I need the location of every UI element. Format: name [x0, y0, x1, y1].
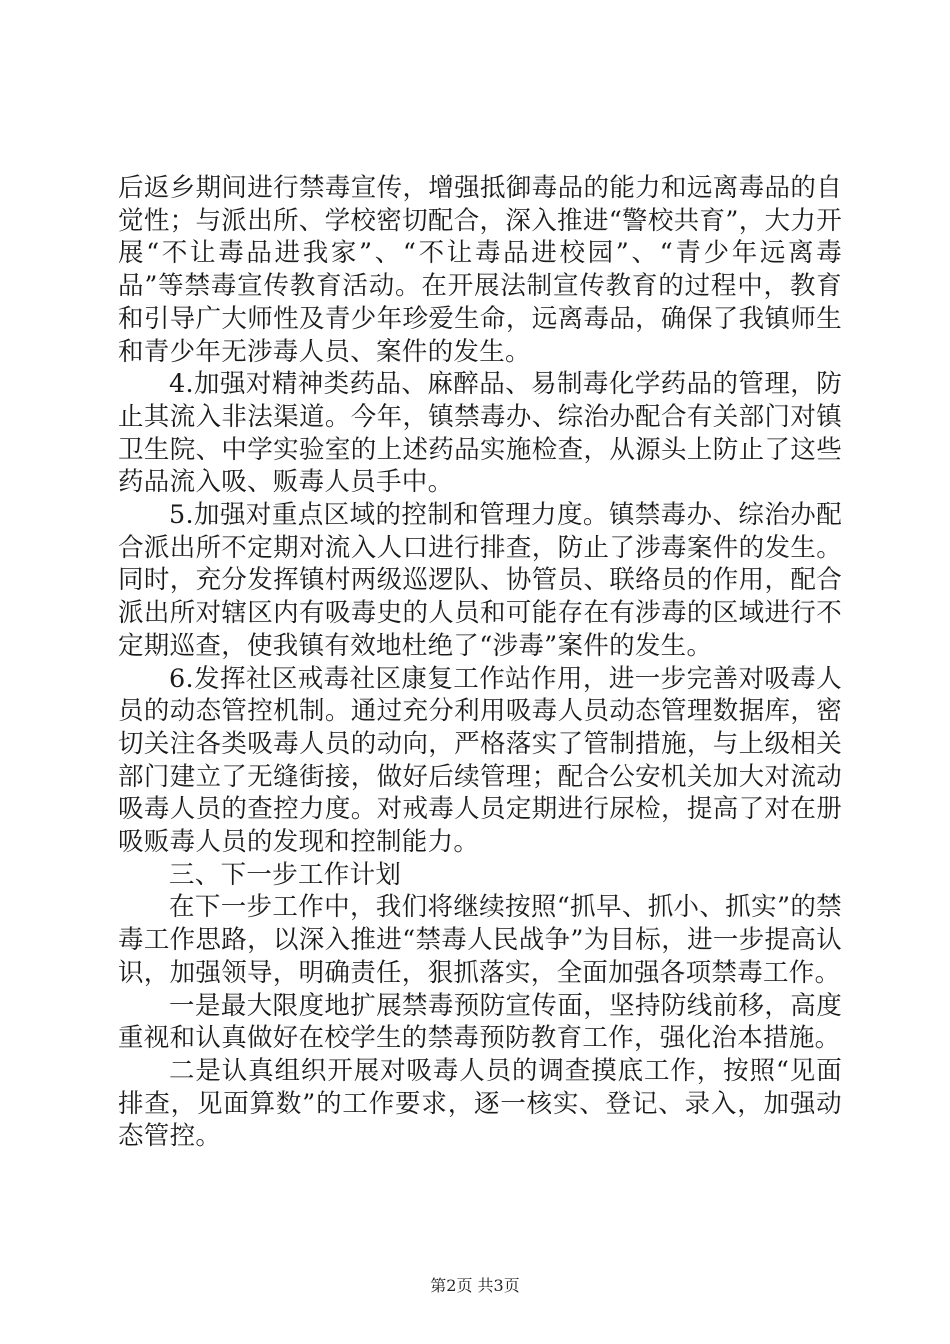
- paragraph-item-5: 5.加强对重点区域的控制和管理力度。镇禁毒办、综治办配合派出所不定期对流入人口进行排查，防止了涉毒案件的发生。同时，充分发挥镇村两级巡逻队、协管员、联络员的作用，配合派出所对辖区内有吸毒史的人员和可能存在有涉毒的区域进行不定期巡查，使我镇有效地杜绝了“涉毒”案件的发生。: [118, 500, 842, 661]
- paragraph-plan-one: 一是最大限度地扩展禁毒预防宣传面，坚持防线前移，高度重视和认真做好在校学生的禁毒预防教育工作，强化治本措施。: [118, 990, 842, 1054]
- paragraph-plan-intro: 在下一步工作中，我们将继续按照“抓早、抓小、抓实”的禁毒工作思路，以深入推进“禁毒人民战争”为目标，进一步提高认识，加强领导，明确责任，狠抓落实，全面加强各项禁毒工作。: [118, 892, 842, 988]
- paragraph-item-4: 4.加强对精神类药品、麻醉品、易制毒化学药品的管理，防止其流入非法渠道。今年，镇禁毒办、综治办配合有关部门对镇卫生院、中学实验室的上述药品实施检查，从源头上防止了这些药品流入吸、贩毒人员手中。: [118, 369, 842, 498]
- paragraph-item-6: 6.发挥社区戒毒社区康复工作站作用，进一步完善对吸毒人员的动态管控机制。通过充分利用吸毒人员动态管理数据库，密切关注各类吸毒人员的动向，严格落实了管制措施，与上级相关部门建立了无缝街接，做好后续管理；配合公安机关加大对流动吸毒人员的查控力度。对戒毒人员定期进行尿检，提高了对在册吸贩毒人员的发现和控制能力。: [118, 663, 842, 858]
- section-heading-next-plan: 三、下一步工作计划: [169, 859, 402, 890]
- document-body: [118, 172, 842, 1153]
- paragraph-continuation: 后返乡期间进行禁毒宣传，增强抵御毒品的能力和远离毒品的自觉性；与派出所、学校密切配合，深入推进“警校共育”，大力开展“不让毒品进我家”、“不让毒品进校园”、“青少年远离毒品”等禁毒宣传教育活动。在开展法制宣传教育的过程中，教育和引导广大师性及青少年珍爱生命，远离毒品，确保了我镇师生和青少年无涉毒人员、案件的发生。: [118, 173, 842, 367]
- page-footer: 第2页 共3页: [430, 1276, 520, 1295]
- paragraph-plan-two: 二是认真组织开展对吸毒人员的调查摸底工作，按照“见面排查，见面算数”的工作要求，逐一核实、登记、录入，加强动态管控。: [118, 1055, 842, 1152]
